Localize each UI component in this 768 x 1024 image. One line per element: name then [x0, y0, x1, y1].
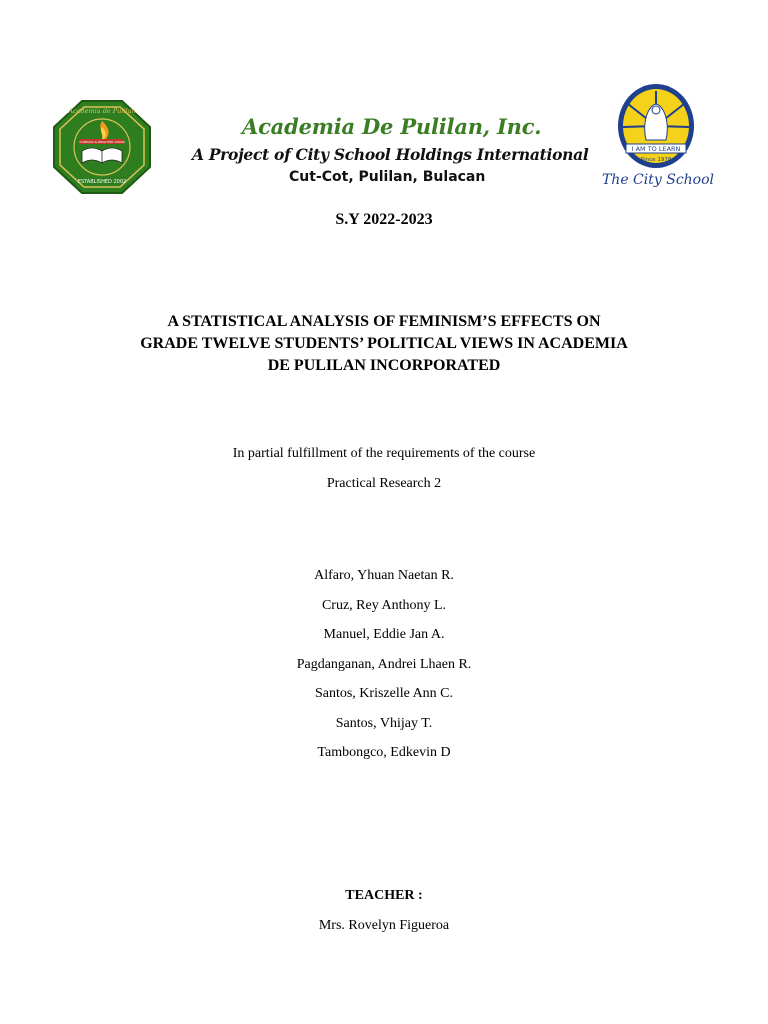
author-name: Tambongco, Edkevin D [317, 745, 451, 760]
crest-script-name: The City School [601, 172, 715, 188]
author-name: Manuel, Eddie Jan A. [323, 627, 445, 642]
teacher-name: Mrs. Rovelyn Figueroa [318, 918, 450, 933]
seal-text-top: Academia de Pulilan [68, 107, 136, 115]
title-line: A STATISTICAL ANALYSIS OF FEMINISM’S EFFECTS ON [167, 313, 601, 330]
author-name: Santos, Kriszelle Ann C. [314, 686, 454, 701]
school-year: S.Y 2022-2023 [335, 211, 433, 228]
author-list [0, 565, 768, 772]
city-school-crest-icon [598, 82, 720, 200]
author-name: Alfaro, Yhuan Naetan R. [314, 568, 454, 583]
author-name: Santos, Vhijay T. [335, 715, 433, 731]
author-name: Pagdanganan, Andrei Lhaen R. [296, 656, 472, 672]
academia-de-pulilan-seal-icon [52, 99, 152, 195]
seal-text-banner: COMPASS & BRIGHTER VISION [79, 140, 125, 144]
course-name: Practical Research 2 [326, 476, 442, 491]
seal-text-bottom: ESTABLISHED 2002 [77, 179, 127, 185]
author-name: Cruz, Rey Anthony L. [321, 597, 447, 613]
title-line: GRADE TWELVE STUDENTS’ POLITICAL VIEWS IN ACADEMIA [140, 335, 628, 352]
research-title [0, 311, 768, 377]
organization-subtitle: A Project of City School Holdings International [192, 145, 589, 164]
fulfillment-statement: In partial fulfillment of the requirements of the course [232, 446, 536, 461]
organization-name: Academia De Pulilan, Inc. [242, 114, 542, 139]
title-line: DE PULILAN INCORPORATED [267, 357, 501, 374]
crest-since: Since 1978 [640, 157, 672, 163]
organization-address: Cut-Cot, Pulilan, Bulacan [289, 169, 486, 185]
crest-motto: I AM TO LEARN [631, 145, 681, 153]
teacher-label: TEACHER : [345, 888, 423, 903]
